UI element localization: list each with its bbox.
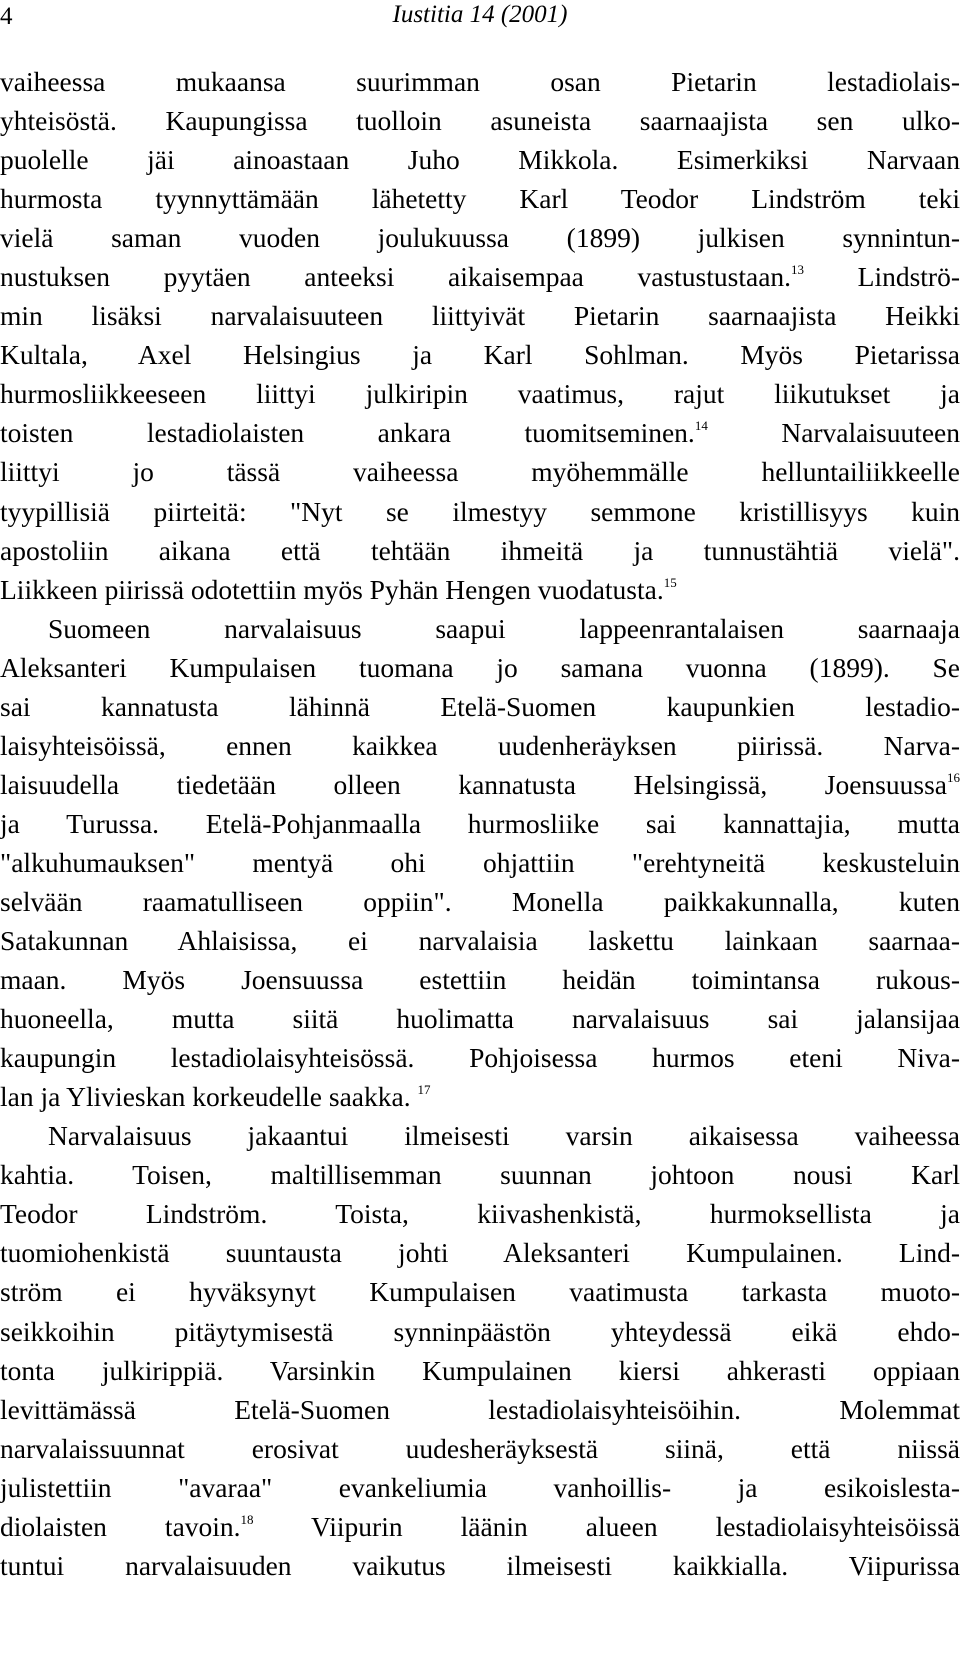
line-text: kahtia. Toisen, maltillisemman suunnan johtoon nousi Karl [0,1159,960,1191]
line-text: Teodor Lindström. Toista, kiivashenkistä, hurmoksellista ja [0,1198,960,1230]
line-text: hurmosliikkeeseen liittyi julkiripin vaatimus, rajut liikutukset ja [0,378,960,410]
line-text: sai kannatusta lähinnä Etelä-Suomen kaupunkien lestadio- [0,690,960,722]
line-text: Narvalaisuus jakaantui ilmeisesti varsin aikaisessa vaiheessa [48,1120,960,1152]
text-line [0,1194,960,1233]
footnote-marker: 16 [947,769,960,785]
line-text: maan. Myös Joensuussa estettiin heidän toimintansa rukous- [0,964,960,996]
line-text: min lisäksi narvalaisuuteen liittyivät Pietarin saarnaajista Heikki [0,300,960,332]
line-text: yhteisöstä. Kaupungissa tuolloin asuneista saarnaajista sen ulko- [0,105,960,137]
page-number: 4 [0,3,13,30]
line-text: ström ei hyväksynyt Kumpulaisen vaatimusta tarkasta muoto- [0,1276,960,1308]
line-text-continued: Viipurin läänin alueen lestadiolaisyhteisöissä [253,1510,960,1542]
footnote-marker: 15 [663,574,677,590]
text-line [0,648,960,687]
footnote-marker: 18 [240,1511,254,1527]
text-line [0,374,960,413]
text-line [0,1546,960,1585]
line-text: diolaisten tavoin. [0,1510,241,1542]
line-text: tuntui narvalaisuuden vaikutus ilmeisesti kaikkialla. Viipurissa [0,1549,960,1581]
line-text: laisyhteisöissä, ennen kaikkea uudenheräyksen piirissä. Narva- [0,729,960,761]
text-line [0,1468,960,1507]
line-text: seikkoihin pitäytymisestä synninpäästön yhteydessä eikä ehdo- [0,1315,960,1347]
line-text: huoneella, mutta siitä huolimatta narvalaisuus sai jalansijaa [0,1003,960,1035]
text-line [0,1507,960,1546]
body-text [0,62,960,1585]
line-text: kaupungin lestadiolaisyhteisössä. Pohjoisessa hurmos eteni Niva- [0,1042,960,1074]
text-line [0,1351,960,1390]
text-line [0,257,960,296]
line-text: Satakunnan Ahlaisissa, ei narvalaisia laskettu lainkaan saarnaa- [0,925,960,957]
footnote-marker: 13 [791,262,805,278]
line-text: Suomeen narvalaisuus saapui lappeenrantalaisen saarnaaja [48,612,960,644]
line-text: julistettiin "avaraa" evankeliumia vanhoillis- ja esikoislesta- [0,1471,960,1503]
text-line [0,1077,960,1116]
text-line [0,687,960,726]
text-line [0,296,960,335]
line-text: laisuudella tiedetään olleen kannatusta Helsingissä, Joensuussa [0,768,947,800]
text-line [0,179,960,218]
text-line [0,1429,960,1468]
text-line [0,1233,960,1272]
line-text: tuomiohenkistä suuntausta johti Aleksanteri Kumpulainen. Lind- [0,1237,960,1269]
text-line [0,1155,960,1194]
line-text: "alkuhumauksen" mentyä ohi ohjattiin "erehtyneitä keskusteluin [0,846,960,878]
line-text: puolelle jäi ainoastaan Juho Mikkola. Esimerkiksi Narvaan [0,144,960,176]
line-text: vaiheessa mukaansa suurimman osan Pietarin lestadiolais- [0,66,960,97]
text-line [0,609,960,648]
text-line [0,765,960,804]
line-text-continued: Narvalaisuuteen [707,417,960,449]
line-text: Kultala, Axel Helsingius ja Karl Sohlman. Myös Pietarissa [0,339,960,371]
text-line [0,843,960,882]
text-line [0,1272,960,1311]
line-text: liittyi jo tässä vaiheessa myöhemmälle helluntailiikkeelle [0,456,960,488]
line-text: vielä saman vuoden joulukuussa (1899) julkisen synnintun- [0,222,960,254]
line-text: narvalaissuunnat erosivat uudesheräyksestä siinä, että niissä [0,1432,960,1464]
line-text: Liikkeen piirissä odotettiin myös Pyhän Hengen vuodatusta. [0,573,664,605]
line-text: toisten lestadiolaisten ankara tuomitseminen. [0,417,695,449]
text-line [0,1038,960,1077]
line-text: ja Turussa. Etelä-Pohjanmaalla hurmosliike sai kannattajia, mutta [0,807,960,839]
text-line [0,62,960,101]
text-line [0,1390,960,1429]
text-line [0,1312,960,1351]
text-line [0,492,960,531]
line-text: lan ja Ylivieskan korkeudelle saakka. [0,1081,418,1113]
text-line [0,1116,960,1155]
text-line [0,531,960,570]
text-line [0,921,960,960]
line-text: nustuksen pyytäen anteeksi aikaisempaa vastustustaan. [0,261,792,293]
text-line [0,570,960,609]
text-line [0,335,960,374]
line-text: selvään raamatulliseen oppiin". Monella paikkakunnalla, kuten [0,885,960,917]
footnote-marker: 14 [694,418,708,434]
text-line [0,882,960,921]
text-line [0,140,960,179]
footnote-marker: 17 [417,1082,431,1098]
line-text: tonta julkirippiä. Varsinkin Kumpulainen kiersi ahkerasti oppiaan [0,1354,960,1386]
text-line [0,726,960,765]
text-line [0,452,960,491]
text-line [0,960,960,999]
line-text: levittämässä Etelä-Suomen lestadiolaisyhteisöihin. Molemmat [0,1393,960,1425]
text-line [0,999,960,1038]
line-text: apostoliin aikana että tehtään ihmeitä ja tunnustähtiä vielä". [0,534,960,566]
text-line [0,101,960,140]
text-line [0,413,960,452]
line-text: tyypillisiä piirteitä: "Nyt se ilmestyy semmone kristillisyys kuin [0,495,960,527]
line-text: Aleksanteri Kumpulaisen tuomana jo samana vuonna (1899). Se [0,651,960,683]
page-header [0,0,960,44]
running-title: Iustitia 14 (2001) [392,1,568,28]
text-line [0,218,960,257]
line-text-continued: Lindströ- [804,261,960,293]
text-line [0,804,960,843]
line-text: hurmosta tyynnyttämään lähetetty Karl Teodor Lindström teki [0,183,960,215]
